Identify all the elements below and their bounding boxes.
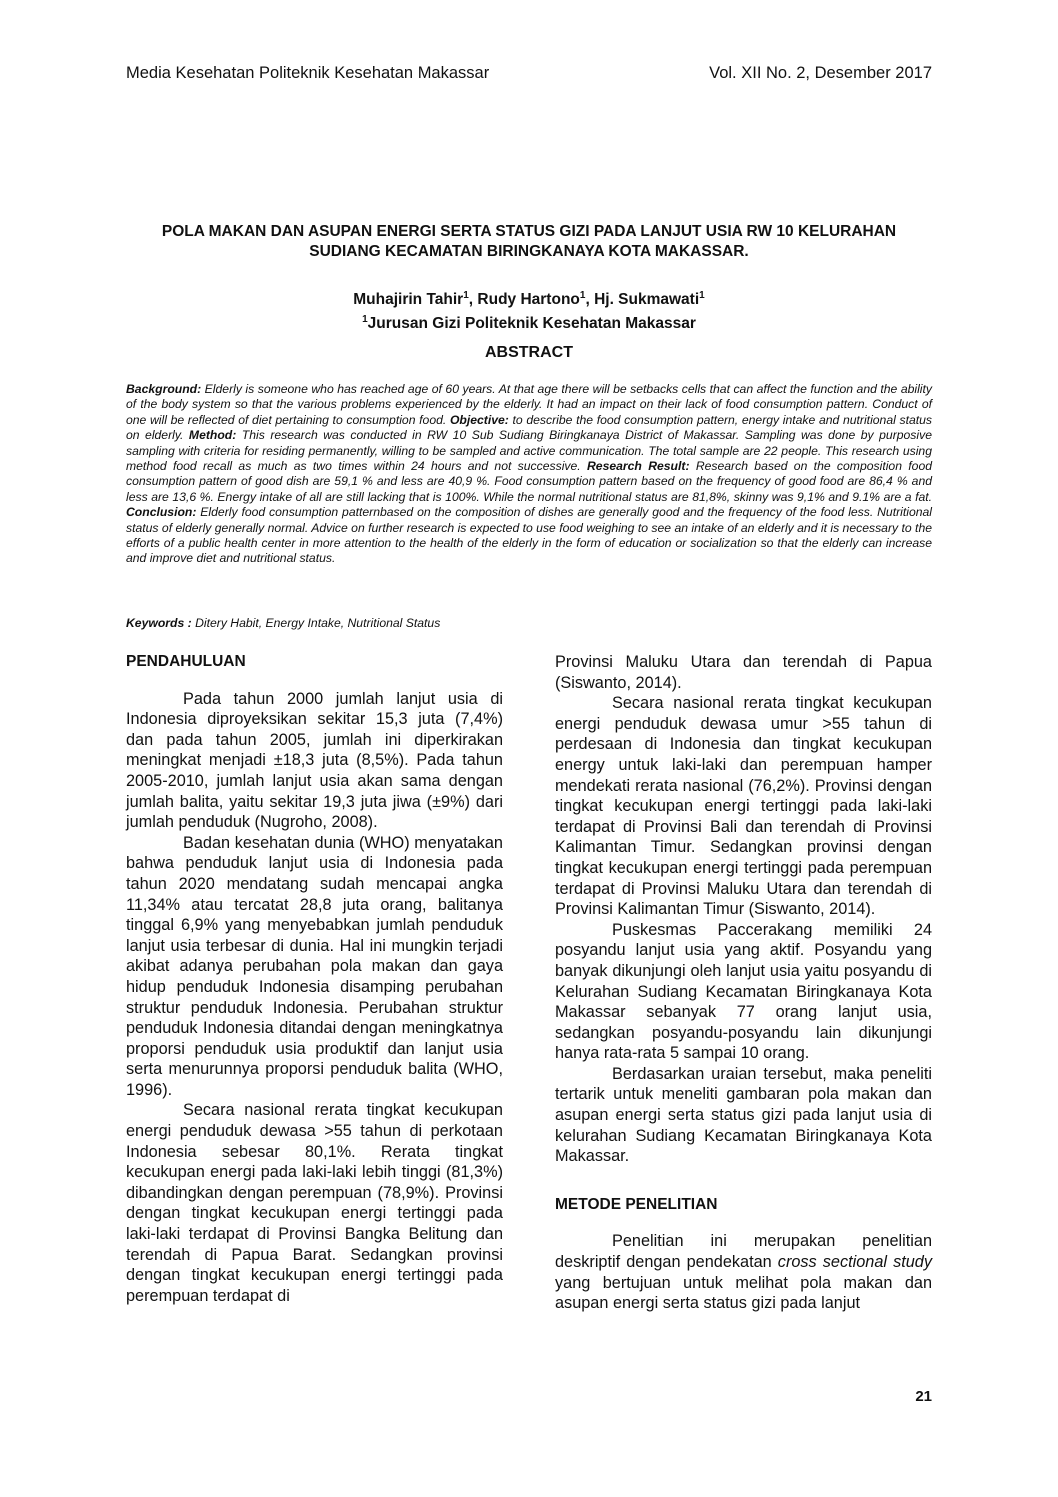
method-italic: cross sectional study [777, 1253, 933, 1272]
volume-info: Vol. XII No. 2, Desember 2017 [709, 64, 932, 82]
method-text: This research was conducted in RW 10 Sub Sudiang Biringkanaya District of Makassar. Sampling was done by purposive sampling with criteria for residing permanently, willing to be sampled and active communication. The total sample are 22 people. This research using method food recall as much as two times within 24 hours and not successive. [126, 428, 932, 474]
paragraph-continuation: Provinsi Maluku Utara dan terendah di Papua (Siswanto, 2014). [555, 653, 932, 692]
author-name: Muhajirin Tahir [353, 291, 464, 309]
section-heading-metode: METODE PENELITIAN [555, 1195, 718, 1213]
background-label: Background: [126, 382, 202, 396]
right-column [555, 652, 932, 1314]
affiliation [126, 310, 932, 334]
paragraph: Pada tahun 2000 jumlah lanjut usia di Indonesia diproyeksikan sekitar 15,3 juta (7,4%) dan pada tahun 2005, jumlah ini diperkirakan meningkat menjadi ±18,3 juta (8,5%). Pada tahun 2005-2010, jumlah lanjut usia akan sama dengan jumlah balita, yaitu sekitar 19,3 juta jiwa (±9%) dari jumlah penduduk (Nugroho, 2008). [126, 689, 503, 832]
affiliation-sup: 1 [362, 314, 368, 326]
background-text: Elderly is someone who has reached age of 60 years. At that age there will be setbacks cells that can affect the function and the ability of the body system so that the various problems experienced by the elderly. It had an impact on their lack of food consumption pattern. Conduct of one will be reflected of diet pertaining to consumption food. [126, 382, 932, 427]
keywords-label: Keywords : [126, 616, 192, 630]
paragraph: Secara nasional rerata tingkat kecukupan energi penduduk dewasa >55 tahun di perkotaan Indonesia sebesar 80,1%. Rerata tingkat kecukupan energi pada laki-laki lebih tinggi (81,3%) dibandingkan dengan perempuan (78,9%). Provinsi dengan tingkat kecukupan energi tertinggi pada laki-laki terdapat di Provinsi Bangka Belitung dan terendah di Papua Barat. Sedangkan provinsi dengan tingkat kecukupan energi tertinggi pada perempuan terdapat di [126, 1101, 503, 1305]
paragraph: Secara nasional rerata tingkat kecukupan energi penduduk dewasa umur >55 tahun di perdesaan di Indonesia dan tingkat kecukupan energy untuk laki-laki dan perempuan hamper mendekati rerata nasional (76,2%). Provinsi dengan tingkat kecukupan energi tertinggi pada laki-laki terdapat di Provinsi Bali dan terendah di Provinsi Kalimantan Timur. Sedangkan provinsi dengan tingkat kecukupan energi tertinggi pada perempuan terdapat di Provinsi Maluku Utara dan terendah di Provinsi Kalimantan Timur (Siswanto, 2014). [555, 694, 932, 919]
author-separator: , [585, 291, 595, 309]
page-number: 21 [915, 1388, 932, 1405]
method-pre: Penelitian ini merupakan penelitian deskriptif dengan pendekatan [555, 1232, 932, 1272]
author-name: Hj. Sukmawati [594, 291, 700, 309]
keywords [126, 616, 932, 630]
paragraph: Badan kesehatan dunia (WHO) menyatakan bahwa penduduk lanjut usia di Indonesia pada tahun 2020 mendatang sudah mencapai angka 11,34% atau tercatat 28,8 juta orang, balitanya tinggal 6,9% yang menyebabkan jumlah penduduk lanjut usia terbesar di dunia. Hal ini mungkin terjadi akibat adanya perubahan pola makan dan gaya hidup penduduk Indonesia disamping perubahan struktur penduduk Indonesia. Perubahan struktur penduduk Indonesia ditandai dengan meningkatnya proporsi penduduk usia produktif dan lanjut usia serta menurunnya proporsi penduduk balita (WHO, 1996). [126, 833, 503, 1099]
author-sup: 1 [463, 290, 469, 301]
objective-label: Objective: [449, 412, 509, 427]
left-column [126, 652, 503, 1306]
authors-block [126, 286, 932, 334]
abstract-heading: ABSTRACT [485, 344, 573, 361]
result-text: Research based on the composition food consumption pattern of good dish are 59,1 % and less are 40,9 %. Food consumption pattern based on the frequency of good food are 86,4 % and less are 13,6 %. Energy intake of all are still lacking that is 100%. While the normal nutritional status are 81,8%, skinny was 9,1% and 9.1% are a fat. [126, 459, 933, 504]
author-list [126, 286, 932, 310]
paragraph: Berdasarkan uraian tersebut, maka peneliti tertarik untuk meneliti gambaran pola makan dan asupan energi serta status gizi pada lanjut usia di kelurahan Sudiang Kecamatan Biringkanaya Kota Makassar. [555, 1064, 932, 1166]
method-label: Method: [188, 428, 237, 443]
keywords-text: Ditery Habit, Energy Intake, Nutritional Status [191, 616, 441, 630]
paper-title: POLA MAKAN DAN ASUPAN ENERGI SERTA STATUS GIZI PADA LANJUT USIA RW 10 KELURAHAN SUDIANG KECAMATAN BIRINGKANAYA KOTA MAKASSAR. [161, 223, 897, 260]
abstract-text [126, 382, 932, 567]
author-name: Rudy Hartono [477, 291, 580, 309]
conclusion-label: Conclusion: [126, 505, 197, 520]
affiliation-text: Jurusan Gizi Politeknik Kesehatan Makassar [367, 315, 696, 333]
objective-text: to describe the food consumption pattern, energy intake and nutritional status on elderly. [126, 412, 932, 443]
paragraph [555, 1231, 932, 1313]
paragraph: Puskesmas Paccerakang memiliki 24 posyandu lanjut usia yang aktif. Posyandu yang banyak dikunjungi oleh lanjut usia yaitu posyandu di Kelurahan Sudiang Kecamatan Biringkanaya Kota Makassar sebanyak 77 orang lanjut usia, sedangkan posyandu-posyandu lain dikunjungi hanya rata-rata 5 sampai 10 orang. [555, 920, 932, 1063]
author-separator: , [468, 291, 478, 309]
section-heading-pendahuluan: PENDAHULUAN [126, 653, 246, 670]
author-sup: 1 [699, 290, 705, 301]
journal-name: Media Kesehatan Politeknik Kesehatan Makassar [126, 64, 490, 82]
result-label: Research Result: [587, 459, 690, 474]
section-spacer [555, 1167, 932, 1195]
conclusion-text: Elderly food consumption patternbased on the composition of dishes are generally good and the frequency of the food less. Nutritional status of elderly generally normal. Advice on further research is expected to use food weighing to see an intake of an elderly and it is necessary to the efforts of a public health center in more attention to the health of the elderly in the form of education or socialization so that the elderly can increase and improve diet and nutritional status. [126, 505, 932, 566]
author-sup: 1 [579, 290, 586, 301]
method-post: yang bertujuan untuk melihat pola makan dan asupan energi serta status gizi pada lanjut [555, 1273, 932, 1313]
